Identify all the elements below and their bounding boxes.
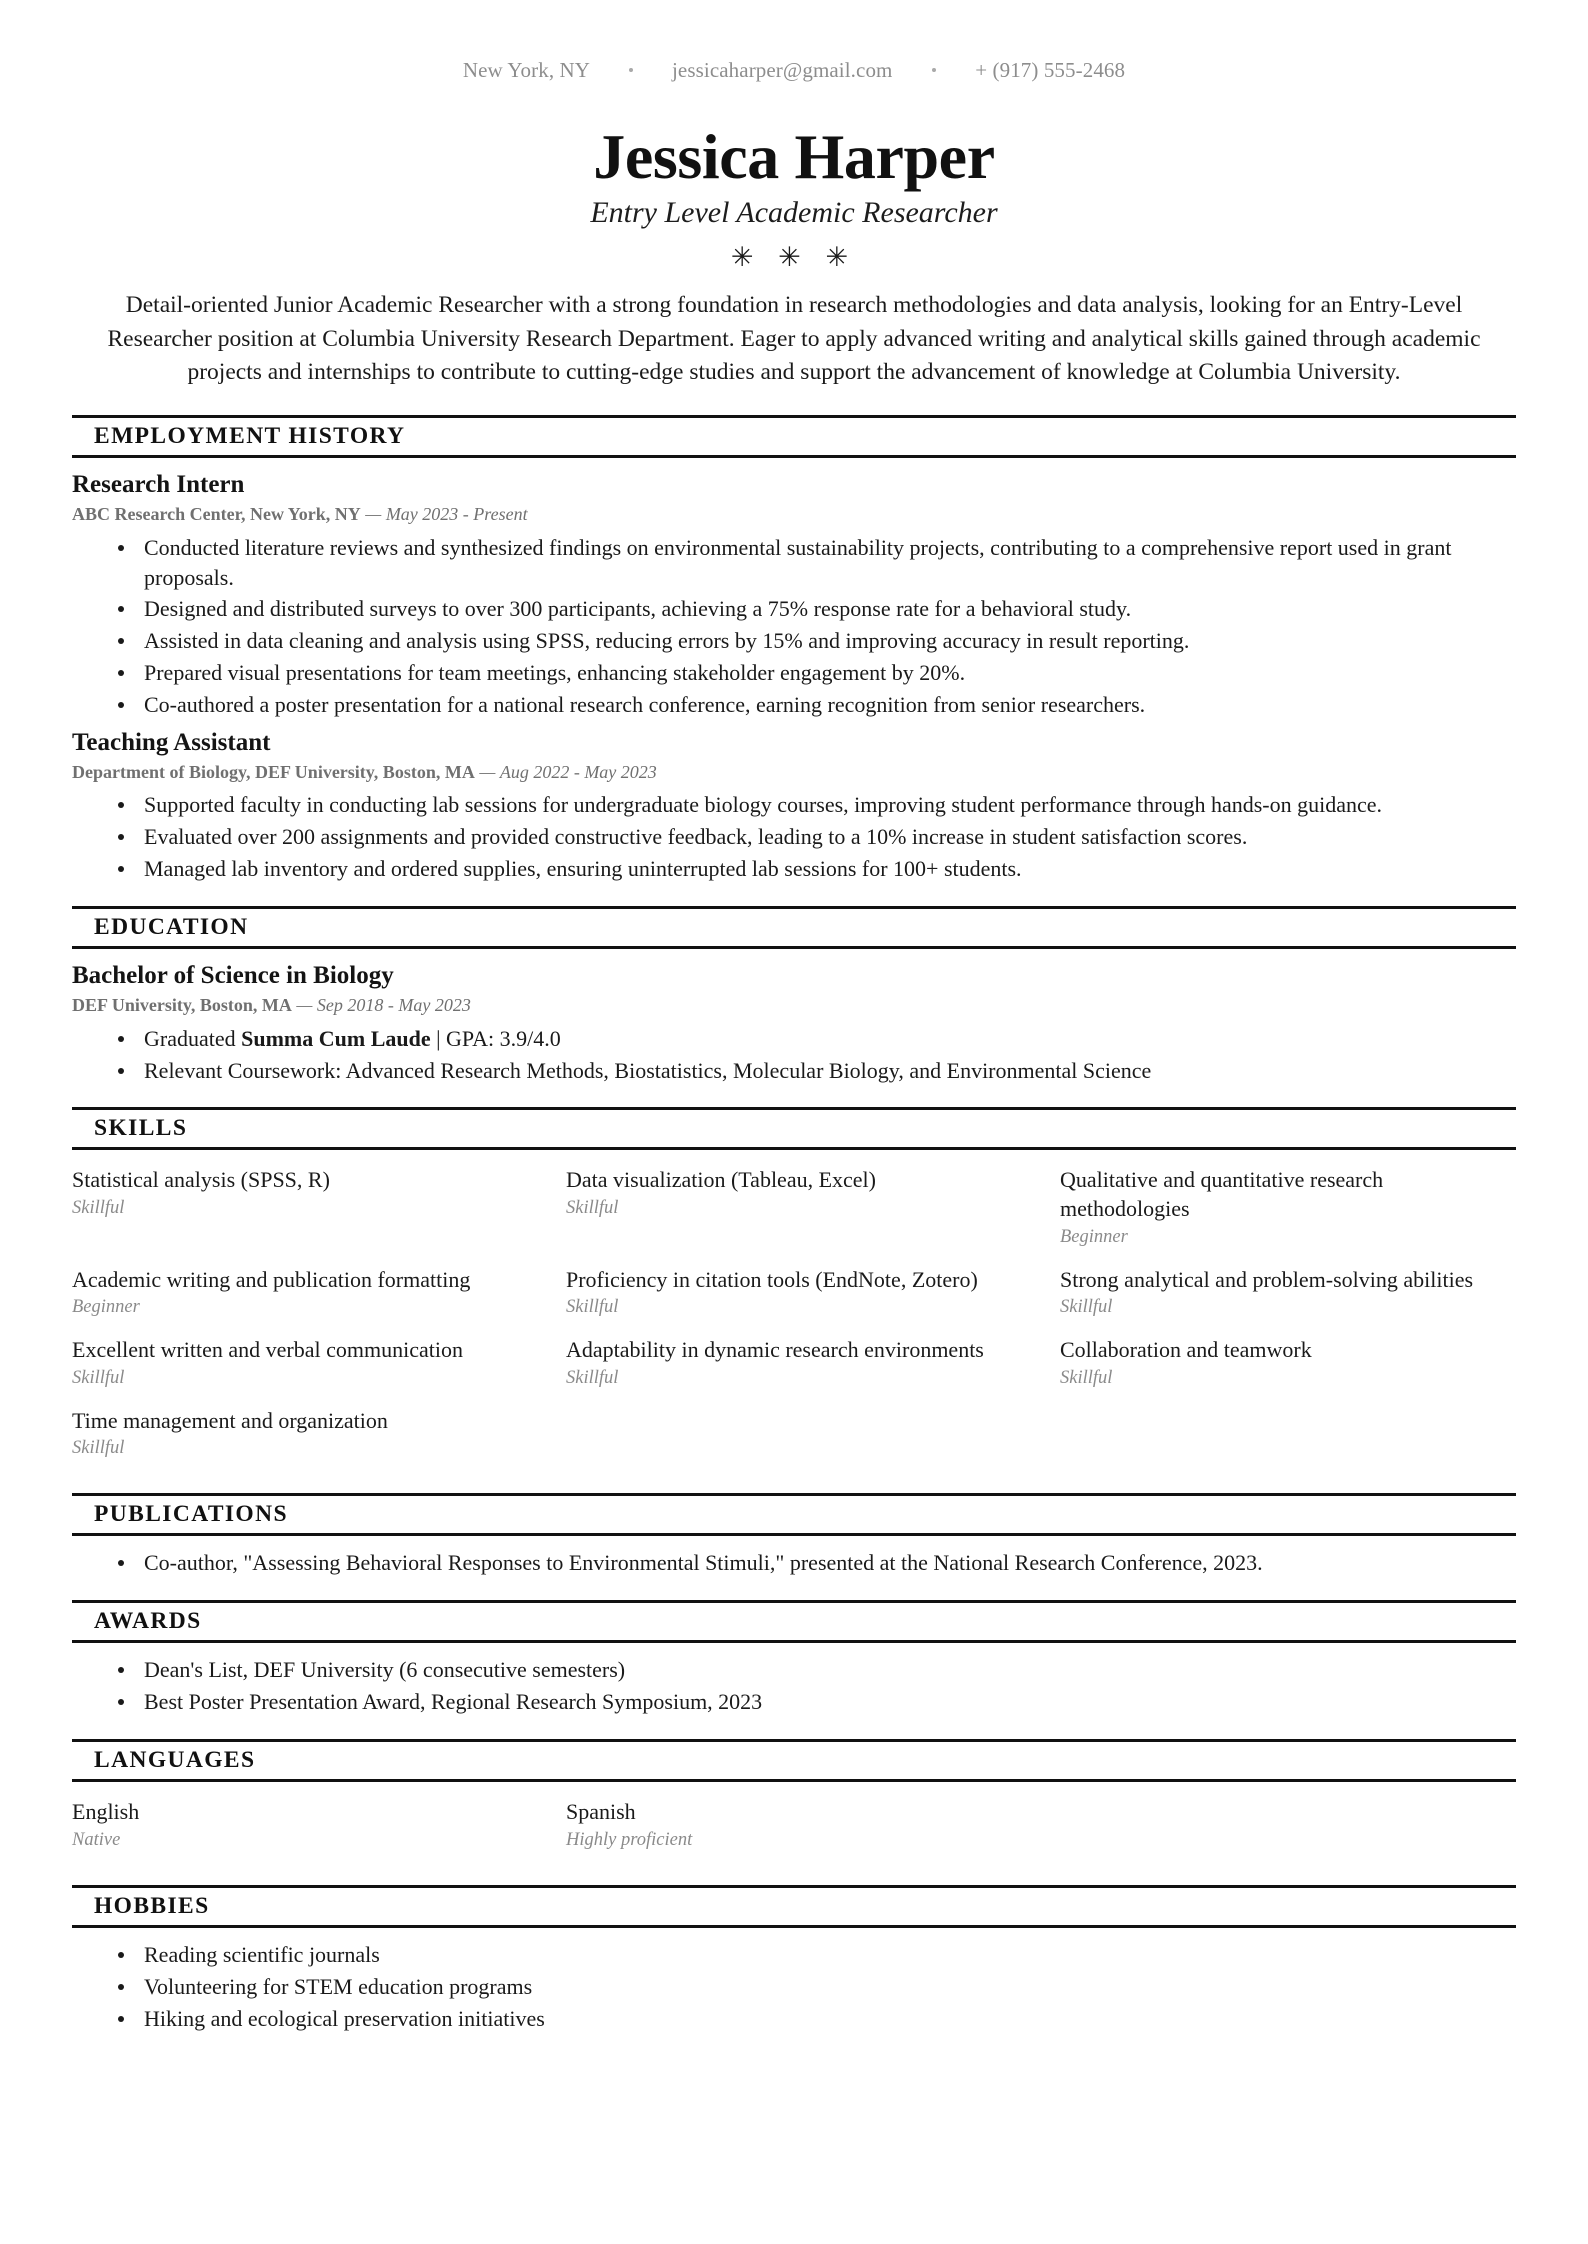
section-header-languages (72, 1739, 1516, 1782)
skill-name: Statistical analysis (SPSS, R) (72, 1167, 330, 1193)
section-header-awards (72, 1600, 1516, 1643)
skill-name: Proficiency in citation tools (EndNote, Zotero) (566, 1266, 978, 1292)
bullet-text-pre: Relevant Coursework: Advanced Research Methods, Biostatistics, Molecular Biology, and Environmental Science (144, 1057, 1152, 1083)
skill-item (1060, 1162, 1516, 1259)
skill-name: Collaboration and teamwork (1060, 1337, 1312, 1363)
candidate-job-title: Entry Level Academic Researcher (590, 196, 998, 230)
degree-title: Bachelor of Science in Biology (72, 962, 394, 990)
skill-name: Excellent written and verbal communication (72, 1337, 463, 1363)
languages-grid (72, 1794, 1516, 1863)
hobbies-list (72, 1940, 1516, 2034)
section-employment-history (72, 415, 1516, 884)
section-awards (72, 1600, 1516, 1717)
language-item-empty (1060, 1794, 1516, 1863)
language-level: Native (72, 1829, 121, 1850)
skill-level: Skillful (1060, 1367, 1113, 1388)
list-item: Dean's List, DEF University (6 consecutive semesters) (118, 1655, 1516, 1685)
employment-entries (72, 470, 1516, 884)
list-item: Co-author, "Assessing Behavioral Responses to Environmental Stimuli," presented at the National Research Conference, 2023. (118, 1548, 1516, 1578)
language-name: Spanish (566, 1799, 636, 1825)
list-item: Prepared visual presentations for team meetings, enhancing stakeholder engagement by 20%. (118, 658, 1516, 688)
language-item (566, 1794, 1022, 1863)
skill-item (1060, 1262, 1516, 1331)
section-title: LANGUAGES (94, 1747, 256, 1774)
skill-item (72, 1162, 528, 1259)
skill-item (1060, 1332, 1516, 1401)
contact-phone[interactable]: + (917) 555-2468 (975, 58, 1126, 82)
list-item: Supported faculty in conducting lab sessions for undergraduate biology courses, improving student performance through hands-on guidance. (118, 790, 1516, 820)
section-skills (72, 1107, 1516, 1471)
job-dates: May 2023 - Present (385, 504, 528, 525)
list-item: Hiking and ecological preservation initiatives (118, 2004, 1516, 2034)
list-item: Evaluated over 200 assignments and provided constructive feedback, leading to a 10% increase in student satisfaction scores. (118, 822, 1516, 852)
section-header-publications (72, 1493, 1516, 1536)
section-title: EDUCATION (94, 914, 249, 941)
list-item: Co-authored a poster presentation for a national research conference, earning recognition from senior researchers. (118, 690, 1516, 720)
skills-grid (72, 1162, 1516, 1471)
skill-level: Skillful (566, 1198, 619, 1218)
job-organization: ABC Research Center, New York, NY (72, 504, 361, 525)
skill-name: Time management and organization (72, 1407, 388, 1433)
list-item: Best Poster Presentation Award, Regional Research Symposium, 2023 (118, 1687, 1516, 1717)
skill-name: Academic writing and publication formatting (72, 1266, 471, 1292)
section-languages (72, 1739, 1516, 1863)
skill-item (72, 1262, 528, 1331)
list-item: Conducted literature reviews and synthesized findings on environmental sustainability projects, contributing to a comprehensive report used in grant proposals. (118, 533, 1516, 593)
section-title: EMPLOYMENT HISTORY (94, 423, 406, 450)
section-header-employment (72, 415, 1516, 458)
section-publications (72, 1493, 1516, 1578)
list-item: Reading scientific journals (118, 1940, 1516, 1970)
skill-level: Skillful (566, 1367, 619, 1388)
contact-location: New York, NY (462, 58, 590, 82)
job-bullet-list (72, 790, 1516, 884)
skill-item (72, 1403, 528, 1472)
list-item: Volunteering for STEM education programs (118, 1972, 1516, 2002)
education-meta (72, 994, 1516, 1017)
section-header-skills (72, 1107, 1516, 1150)
skill-name: Adaptability in dynamic research environments (566, 1337, 984, 1363)
section-header-hobbies (72, 1885, 1516, 1928)
section-education (72, 906, 1516, 1085)
contact-email[interactable]: jessicaharper@gmail.com (672, 58, 893, 82)
education-meta-dash: — (296, 995, 313, 1016)
section-hobbies (72, 1885, 1516, 2034)
awards-list (72, 1655, 1516, 1717)
contact-separator-dot (932, 68, 936, 72)
education-entry (72, 961, 1516, 1085)
asterisk-divider: ✳ ✳ ✳ (730, 242, 858, 273)
section-title: HOBBIES (94, 1892, 210, 1919)
employment-entry (72, 728, 1516, 884)
professional-summary: Detail-oriented Junior Academic Researcher with a strong foundation in research methodologies and data analysis, looking for an Entry-Level Researcher position at Columbia University Research Department. Eager to apply advanced writing and analytical skills gained through academic projects and internships to contribute to cutting-edge studies and support the advancement of knowledge at Columbia University. (107, 292, 1481, 385)
job-meta (72, 761, 1516, 784)
list-item: Assisted in data cleaning and analysis using SPSS, reducing errors by 15% and improving accuracy in result reporting. (118, 626, 1516, 656)
bullet-text-post: | GPA: 3.9/4.0 (430, 1025, 561, 1051)
skill-level: Beginner (72, 1297, 140, 1318)
skill-level: Skillful (72, 1367, 125, 1388)
section-title: SKILLS (94, 1115, 188, 1142)
bullet-text-pre: Graduated (144, 1025, 242, 1051)
job-meta-dash: — (479, 762, 496, 783)
education-dates: Sep 2018 - May 2023 (316, 995, 471, 1016)
skill-level: Skillful (1060, 1297, 1113, 1318)
skill-item (566, 1162, 1022, 1259)
skill-item (72, 1332, 528, 1401)
language-level: Highly proficient (566, 1829, 693, 1850)
skill-level: Skillful (72, 1438, 125, 1459)
skill-item (566, 1332, 1022, 1401)
job-title: Research Intern (72, 471, 245, 499)
education-bullet-list (72, 1024, 1516, 1086)
job-title: Teaching Assistant (72, 729, 271, 757)
employment-entry (72, 470, 1516, 720)
job-meta (72, 503, 1516, 526)
language-name: English (72, 1799, 140, 1825)
language-item (72, 1794, 528, 1863)
section-title: AWARDS (94, 1608, 202, 1635)
list-item: Designed and distributed surveys to over 300 participants, achieving a 75% response rate for a behavioral study. (118, 594, 1516, 624)
skill-level: Skillful (566, 1297, 619, 1318)
job-organization: Department of Biology, DEF University, Boston, MA (72, 762, 475, 783)
bullet-text-bold: Summa Cum Laude (241, 1025, 431, 1051)
skill-name: Data visualization (Tableau, Excel) (566, 1167, 876, 1193)
candidate-name: Jessica Harper (593, 121, 995, 192)
list-item (118, 1024, 1516, 1054)
skill-level: Beginner (1060, 1226, 1128, 1247)
skill-level: Skillful (72, 1198, 125, 1218)
skill-name: Strong analytical and problem-solving abilities (1060, 1266, 1474, 1292)
skill-name: Qualitative and quantitative research methodologies (1060, 1167, 1384, 1221)
publications-list (72, 1548, 1516, 1578)
contact-line (72, 58, 1516, 83)
job-meta-dash: — (365, 504, 382, 525)
list-item: Managed lab inventory and ordered supplies, ensuring uninterrupted lab sessions for 100+ students. (118, 854, 1516, 884)
skill-item (566, 1262, 1022, 1331)
job-bullet-list (72, 533, 1516, 720)
contact-separator-dot (629, 68, 633, 72)
list-item (118, 1056, 1516, 1086)
education-organization: DEF University, Boston, MA (72, 995, 292, 1016)
section-title: PUBLICATIONS (94, 1501, 288, 1528)
section-header-education (72, 906, 1516, 949)
job-dates: Aug 2022 - May 2023 (499, 762, 657, 783)
